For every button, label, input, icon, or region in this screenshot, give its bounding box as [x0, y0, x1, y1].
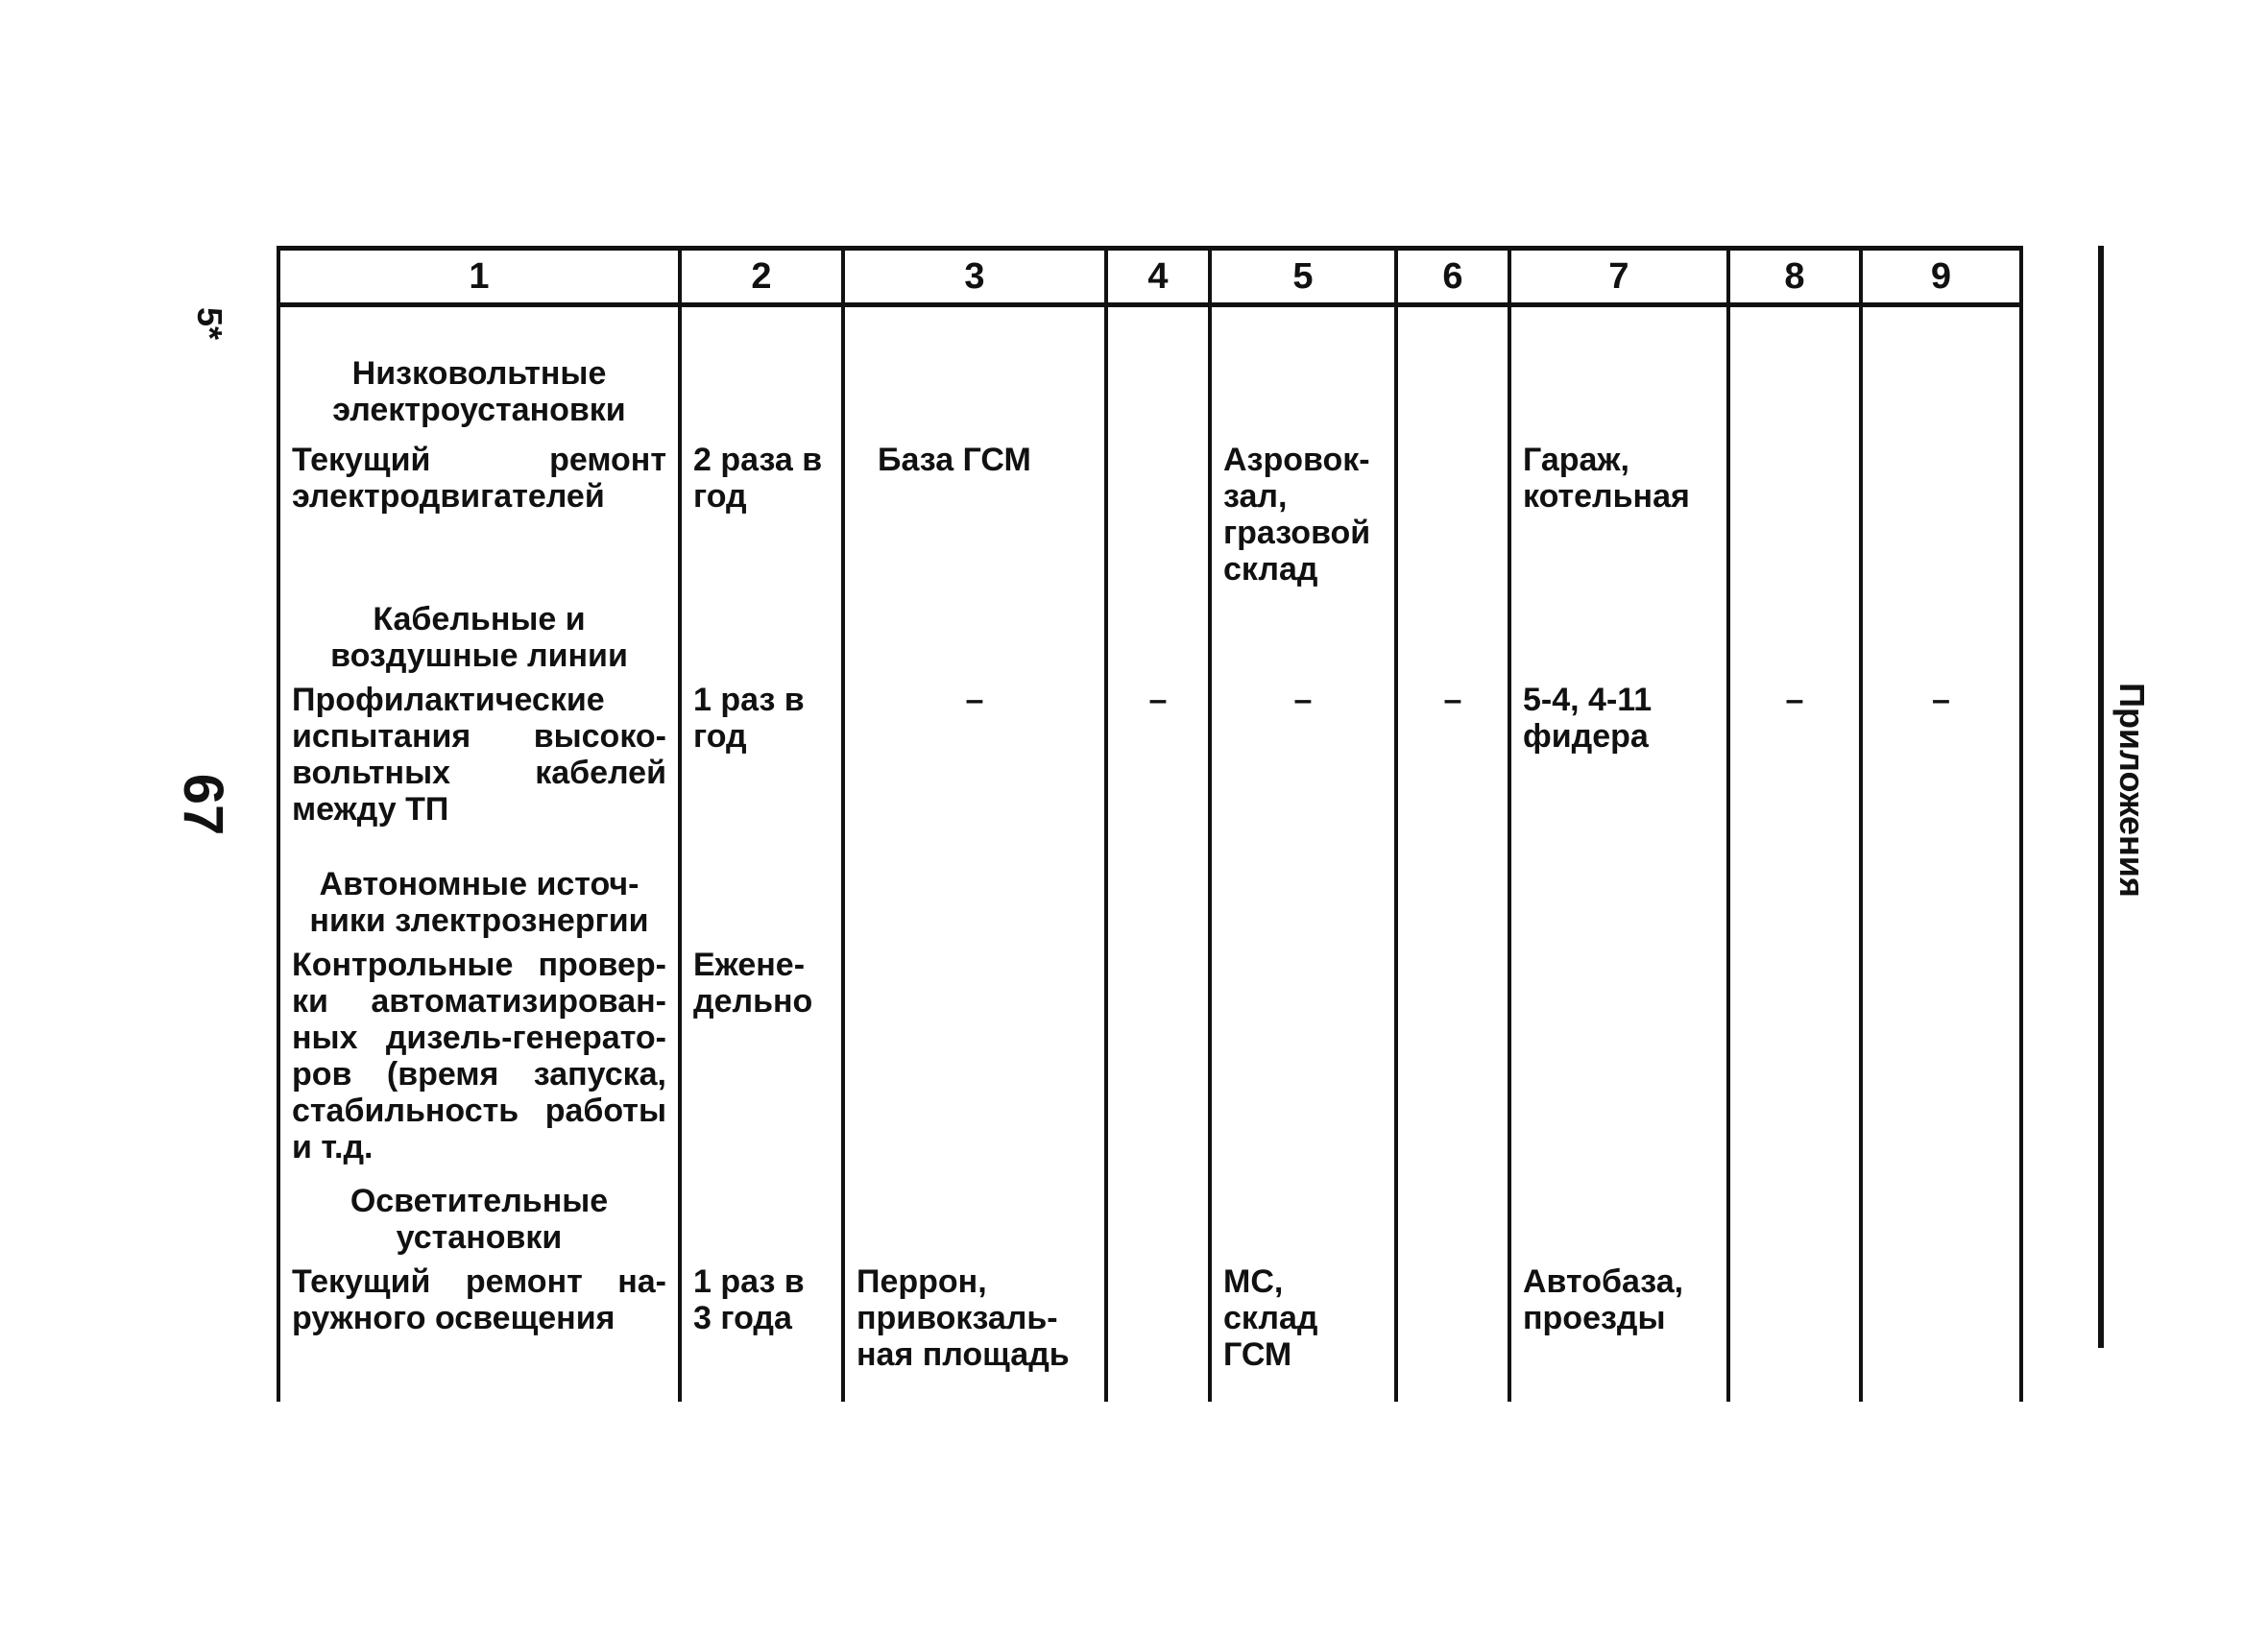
header-cell-6: 6: [1396, 249, 1509, 305]
location-cell-6: –: [1396, 674, 1509, 853]
header-row: [278, 249, 2021, 305]
location-cell-5: Азровок-зал, гразовой склад: [1210, 434, 1396, 588]
section-row: [278, 1169, 2021, 1256]
header-cell-4: 4: [1106, 249, 1210, 305]
location-cell-7: Гараж, котельная: [1509, 434, 1728, 588]
table-row: [278, 434, 2021, 588]
location-cell-8: [1728, 434, 1861, 588]
location-cell-7: [1509, 939, 1728, 1169]
location-cell-8: –: [1728, 674, 1861, 853]
location-cell-6: [1396, 939, 1509, 1169]
location-cell-7: Автобаза, проезды: [1509, 1256, 1728, 1402]
location-cell-3: –: [843, 674, 1106, 853]
location-cell-4: [1106, 939, 1210, 1169]
side-heading: Приложения: [2112, 683, 2152, 898]
location-cell-3: База ГСМ: [843, 434, 1106, 588]
work-name: Контрольные провер-ки автоматизирован-ных дизель-генерато-ров (время запуска, стабильность работы и т.д.: [278, 939, 680, 1169]
section-row: [278, 305, 2021, 434]
table-row: [278, 674, 2021, 853]
location-cell-3: [843, 939, 1106, 1169]
work-name: Профилактические испытания высоко-вольтных кабелей между ТП: [278, 674, 680, 853]
location-cell-5: [1210, 939, 1396, 1169]
table-row: [278, 939, 2021, 1169]
location-cell-8: [1728, 939, 1861, 1169]
header-cell-9: 9: [1861, 249, 2021, 305]
section-title: Кабельные и воздушные линии: [278, 588, 680, 674]
location-cell-9: [1861, 939, 2021, 1169]
section-row: [278, 853, 2021, 939]
frequency-cell: 2 раза в год: [680, 434, 843, 588]
signature-mark: 5*: [190, 306, 229, 341]
header-cell-2: 2: [680, 249, 843, 305]
location-cell-3: Перрон, привокзаль-ная площадь: [843, 1256, 1106, 1402]
location-cell-6: [1396, 434, 1509, 588]
right-margin-rule: [2098, 246, 2104, 1348]
location-cell-8: [1728, 1256, 1861, 1402]
section-title: Автономные источ-ники злектрознергии: [278, 853, 680, 939]
location-cell-4: [1106, 1256, 1210, 1402]
work-name: Текущий ремонт на-ружного освещения: [278, 1256, 680, 1402]
location-cell-6: [1396, 1256, 1509, 1402]
location-cell-7: 5-4, 4-11 фидера: [1509, 674, 1728, 853]
section-title: Низковольтные электроустановки: [278, 305, 680, 434]
frequency-cell: Ежене-дельно: [680, 939, 843, 1169]
header-cell-7: 7: [1509, 249, 1728, 305]
location-cell-5: МС, склад ГСМ: [1210, 1256, 1396, 1402]
location-cell-9: –: [1861, 674, 2021, 853]
page-number: 67: [172, 773, 234, 836]
location-cell-4: [1106, 434, 1210, 588]
location-cell-9: [1861, 1256, 2021, 1402]
header-cell-8: 8: [1728, 249, 1861, 305]
header-cell-5: 5: [1210, 249, 1396, 305]
location-cell-4: –: [1106, 674, 1210, 853]
location-cell-5: –: [1210, 674, 1396, 853]
header-cell-1: 1: [278, 249, 680, 305]
header-cell-3: 3: [843, 249, 1106, 305]
section-row: [278, 588, 2021, 674]
frequency-cell: 1 раз в 3 года: [680, 1256, 843, 1402]
table-row: [278, 1256, 2021, 1402]
frequency-cell: 1 раз в год: [680, 674, 843, 853]
section-title: Осветительные установки: [278, 1169, 680, 1256]
location-cell-9: [1861, 434, 2021, 588]
maintenance-table: [277, 246, 2023, 1402]
work-name: Текущий ремонт электродвигателей: [278, 434, 680, 588]
